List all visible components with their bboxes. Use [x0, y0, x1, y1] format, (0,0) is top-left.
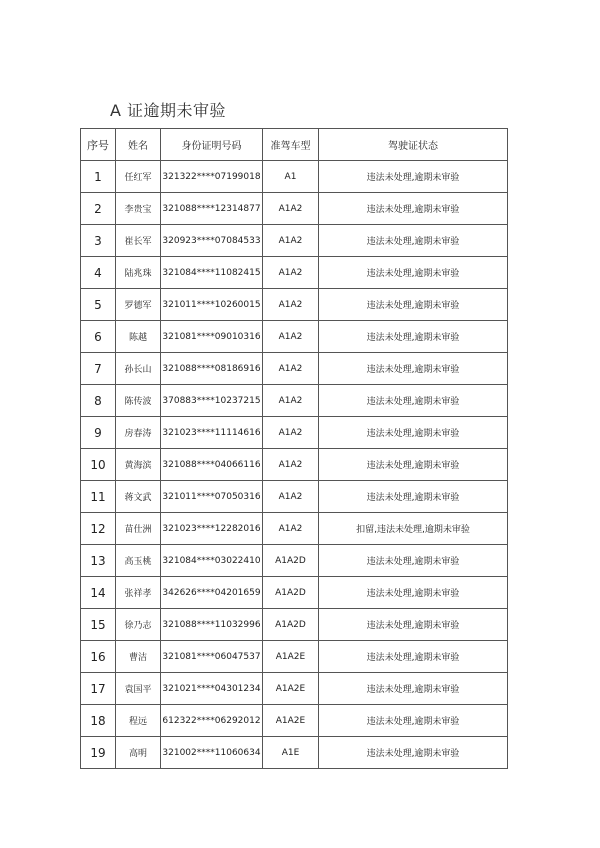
cell-seq: 8	[81, 385, 116, 417]
cell-name: 张祥孝	[116, 577, 161, 609]
cell-id-number: 321081****06047537	[161, 641, 263, 673]
page-title: A 证逾期未审验	[110, 101, 227, 120]
cell-id-number: 321023****11114616	[161, 417, 263, 449]
cell-seq: 6	[81, 321, 116, 353]
cell-license-type: A1A2	[263, 513, 319, 545]
cell-license-type: A1A2	[263, 481, 319, 513]
cell-name: 孙长山	[116, 353, 161, 385]
cell-license-type: A1A2	[263, 353, 319, 385]
table-row	[81, 289, 508, 321]
table-row	[81, 417, 508, 449]
cell-seq: 17	[81, 673, 116, 705]
cell-license-type: A1A2E	[263, 705, 319, 737]
cell-id-number: 321084****11082415	[161, 257, 263, 289]
table-row	[81, 545, 508, 577]
cell-license-status: 扣留,违法未处理,逾期未审验	[319, 513, 508, 545]
cell-id-number: 321322****07199018	[161, 161, 263, 193]
cell-seq: 18	[81, 705, 116, 737]
cell-seq: 7	[81, 353, 116, 385]
cell-license-type: A1A2	[263, 449, 319, 481]
cell-seq: 16	[81, 641, 116, 673]
cell-name: 高玉桃	[116, 545, 161, 577]
cell-name: 崔长军	[116, 225, 161, 257]
cell-license-status: 违法未处理,逾期未审验	[319, 609, 508, 641]
cell-license-type: A1A2	[263, 385, 319, 417]
table-row	[81, 577, 508, 609]
cell-id-number: 321088****08186916	[161, 353, 263, 385]
cell-seq: 14	[81, 577, 116, 609]
table-row	[81, 641, 508, 673]
cell-license-status: 违法未处理,逾期未审验	[319, 737, 508, 769]
cell-license-type: A1A2E	[263, 673, 319, 705]
cell-seq: 13	[81, 545, 116, 577]
cell-id-number: 321088****04066116	[161, 449, 263, 481]
cell-license-status: 违法未处理,逾期未审验	[319, 673, 508, 705]
cell-license-type: A1A2	[263, 257, 319, 289]
cell-name: 任红军	[116, 161, 161, 193]
table-row	[81, 449, 508, 481]
table-row	[81, 353, 508, 385]
cell-name: 黄海滨	[116, 449, 161, 481]
cell-name: 陈传波	[116, 385, 161, 417]
cell-id-number: 370883****10237215	[161, 385, 263, 417]
table-row	[81, 673, 508, 705]
cell-name: 曹洁	[116, 641, 161, 673]
cell-seq: 12	[81, 513, 116, 545]
cell-license-type: A1	[263, 161, 319, 193]
table-row	[81, 257, 508, 289]
cell-seq: 11	[81, 481, 116, 513]
header-id: 身份证明号码	[161, 129, 263, 161]
cell-name: 程远	[116, 705, 161, 737]
cell-name: 苗仕洲	[116, 513, 161, 545]
cell-license-type: A1A2	[263, 289, 319, 321]
table-row	[81, 705, 508, 737]
cell-license-type: A1A2E	[263, 641, 319, 673]
cell-license-status: 违法未处理,逾期未审验	[319, 481, 508, 513]
table-row	[81, 513, 508, 545]
cell-license-type: A1A2D	[263, 609, 319, 641]
cell-seq: 15	[81, 609, 116, 641]
cell-license-status: 违法未处理,逾期未审验	[319, 545, 508, 577]
header-license-status: 驾驶证状态	[319, 129, 508, 161]
cell-license-status: 违法未处理,逾期未审验	[319, 193, 508, 225]
cell-name: 陆兆珠	[116, 257, 161, 289]
cell-name: 蒋文武	[116, 481, 161, 513]
table-row	[81, 225, 508, 257]
cell-id-number: 321088****11032996	[161, 609, 263, 641]
cell-license-status: 违法未处理,逾期未审验	[319, 257, 508, 289]
cell-id-number: 321011****07050316	[161, 481, 263, 513]
cell-seq: 1	[81, 161, 116, 193]
cell-seq: 2	[81, 193, 116, 225]
cell-name: 陈越	[116, 321, 161, 353]
cell-license-status: 违法未处理,逾期未审验	[319, 225, 508, 257]
cell-name: 袁国平	[116, 673, 161, 705]
license-table	[80, 128, 508, 769]
cell-license-status: 违法未处理,逾期未审验	[319, 641, 508, 673]
cell-license-type: A1A2	[263, 417, 319, 449]
cell-id-number: 321088****12314877	[161, 193, 263, 225]
cell-name: 李贵宝	[116, 193, 161, 225]
cell-license-type: A1A2	[263, 225, 319, 257]
cell-seq: 5	[81, 289, 116, 321]
cell-license-status: 违法未处理,逾期未审验	[319, 705, 508, 737]
cell-license-type: A1A2	[263, 321, 319, 353]
cell-seq: 10	[81, 449, 116, 481]
cell-license-status: 违法未处理,逾期未审验	[319, 385, 508, 417]
table-row	[81, 481, 508, 513]
cell-name: 罗德军	[116, 289, 161, 321]
cell-id-number: 321011****10260015	[161, 289, 263, 321]
cell-license-status: 违法未处理,逾期未审验	[319, 353, 508, 385]
table-header-row	[81, 129, 508, 161]
cell-license-status: 违法未处理,逾期未审验	[319, 289, 508, 321]
table-row	[81, 193, 508, 225]
cell-id-number: 342626****04201659	[161, 577, 263, 609]
header-name: 姓名	[116, 129, 161, 161]
cell-license-status: 违法未处理,逾期未审验	[319, 321, 508, 353]
cell-seq: 3	[81, 225, 116, 257]
cell-license-status: 违法未处理,逾期未审验	[319, 577, 508, 609]
cell-id-number: 321002****11060634	[161, 737, 263, 769]
cell-seq: 4	[81, 257, 116, 289]
cell-license-status: 违法未处理,逾期未审验	[319, 417, 508, 449]
cell-name: 高明	[116, 737, 161, 769]
cell-name: 徐乃志	[116, 609, 161, 641]
header-seq: 序号	[81, 129, 116, 161]
cell-license-type: A1A2	[263, 193, 319, 225]
cell-license-status: 违法未处理,逾期未审验	[319, 161, 508, 193]
cell-license-type: A1A2D	[263, 577, 319, 609]
cell-license-status: 违法未处理,逾期未审验	[319, 449, 508, 481]
table-row	[81, 609, 508, 641]
cell-id-number: 320923****07084533	[161, 225, 263, 257]
table-row	[81, 385, 508, 417]
cell-license-type: A1E	[263, 737, 319, 769]
header-license-type: 准驾车型	[263, 129, 319, 161]
cell-id-number: 321084****03022410	[161, 545, 263, 577]
cell-id-number: 612322****06292012	[161, 705, 263, 737]
cell-license-type: A1A2D	[263, 545, 319, 577]
table-row	[81, 737, 508, 769]
cell-seq: 9	[81, 417, 116, 449]
cell-seq: 19	[81, 737, 116, 769]
cell-name: 房春涛	[116, 417, 161, 449]
table-row	[81, 321, 508, 353]
cell-id-number: 321081****09010316	[161, 321, 263, 353]
cell-id-number: 321023****12282016	[161, 513, 263, 545]
table-body	[81, 161, 508, 769]
cell-id-number: 321021****04301234	[161, 673, 263, 705]
table-row	[81, 161, 508, 193]
